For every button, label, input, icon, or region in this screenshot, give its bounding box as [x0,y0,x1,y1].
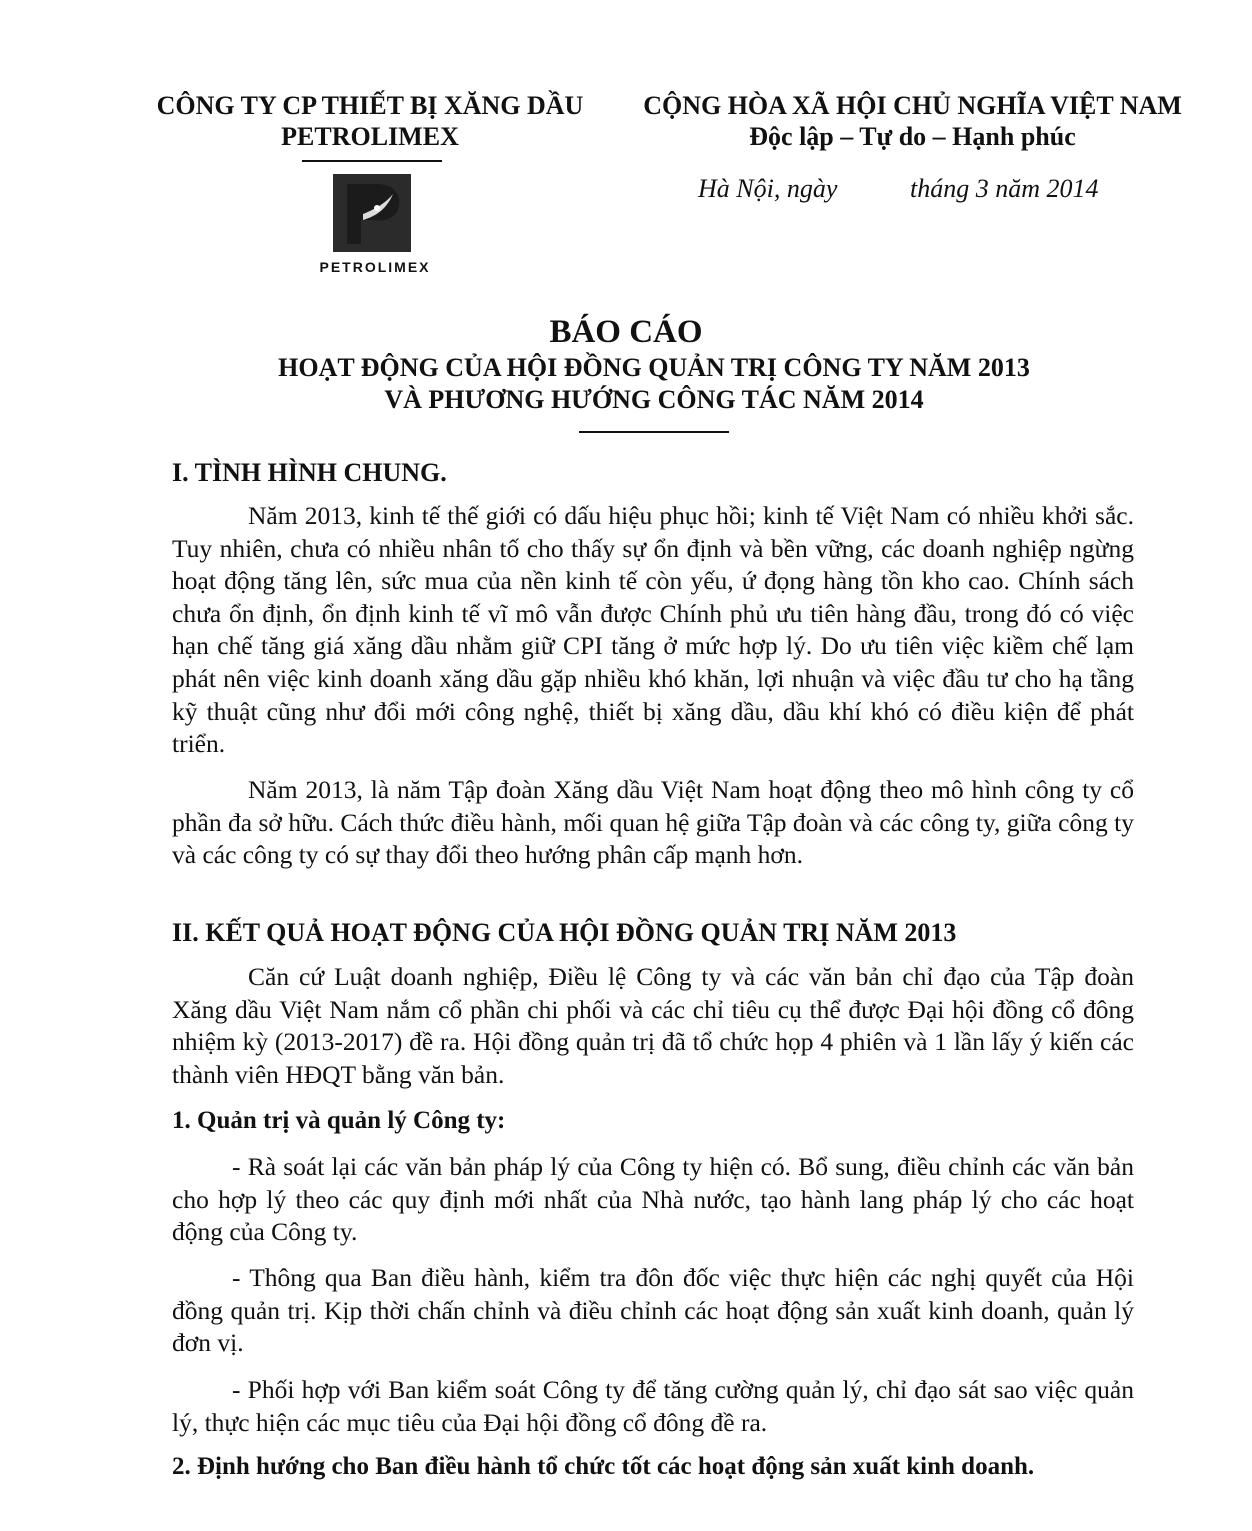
petrolimex-logo [333,174,411,252]
logo-caption: PETROLIMEX [319,259,431,275]
subsection-2-heading: 2. Định hướng cho Ban điều hành tổ chức tốt các hoạt động sản xuất kinh doanh. [172,1453,1035,1480]
date-place: Hà Nội, ngày [698,174,838,203]
section-1-paragraph-2: Năm 2013, là năm Tập đoàn Xăng dầu Việt Nam hoạt động theo mô hình công ty cổ phần đa sở hữu. Cách thức điều hành, mối quan hệ giữa Tập đoàn và các công ty, giữa công ty và các công ty có sự thay đổi theo hướng phân cấp mạnh hơn. [172,775,1134,870]
subsection-1-item-1: - Rà soát lại các văn bản pháp lý của Công ty hiện có. Bổ sung, điều chỉnh các văn bản cho hợp lý theo các quy định mới nhất của Nhà nước, tạo hành lang pháp lý cho các hoạt động của Công ty. [172,1152,1134,1247]
title-divider [579,431,729,433]
section-1-heading: I. TÌNH HÌNH CHUNG. [172,458,447,487]
report-title: BÁO CÁO [549,314,703,350]
report-subtitle-line2: VÀ PHƯƠNG HƯỚNG CÔNG TÁC NĂM 2014 [384,385,924,414]
header-left-divider [302,160,442,162]
subsection-1-item-3: - Phối hợp với Ban kiểm soát Công ty để tăng cường quản lý, chỉ đạo sát sao việc quản lý, thực hiện các mục tiêu của Đại hội đồng cổ đông đề ra. [172,1375,1134,1437]
national-header [640,90,1185,152]
company-name [140,90,600,152]
subsection-1-heading: 1. Quản trị và quản lý Công ty: [172,1107,506,1134]
date-month-year: tháng 3 năm 2014 [910,174,1099,203]
section-2-heading: II. KẾT QUẢ HOẠT ĐỘNG CỦA HỘI ĐỒNG QUẢN TRỊ NĂM 2013 [172,918,957,947]
subsection-1-item-2: - Thông qua Ban điều hành, kiểm tra đôn đốc việc thực hiện các nghị quyết của Hội đồng quản trị. Kịp thời chấn chỉnh và điều chỉnh các hoạt động sản xuất kinh doanh, quản lý đơn vị. [172,1263,1134,1358]
national-motto: Độc lập – Tự do – Hạnh phúc [749,122,1076,151]
section-2-paragraph-1: Căn cứ Luật doanh nghiệp, Điều lệ Công ty và các văn bản chỉ đạo của Tập đoàn Xăng dầu Việt Nam nắm cổ phần chi phối và các chỉ tiêu cụ thể được Đại hội đồng cổ đông nhiệm kỳ (2013-2017) đề ra. Hội đồng quản trị đã tổ chức họp 4 phiên và 1 lần lấy ý kiến các thành viên HĐQT bằng văn bản. [172,962,1134,1089]
company-name-line2: PETROLIMEX [281,122,459,151]
section-1-paragraph-1: Năm 2013, kinh tế thế giới có dấu hiệu phục hồi; kinh tế Việt Nam có nhiều khởi sắc. Tuy nhiên, chưa có nhiều nhân tố cho thấy sự ổn định và bền vững, các doanh nghiệp ngừng hoạt động tăng lên, sức mua của nền kinh tế còn yếu, ứ đọng hàng tồn kho cao. Chính sách chưa ổn định, ổn định kinh tế vĩ mô vẫn được Chính phủ ưu tiên hàng đầu, trong đó có việc hạn chế tăng giá xăng dầu nhằm giữ CPI tăng ở mức hợp lý. Do ưu tiên việc kiềm chế lạm phát nên việc kinh doanh xăng dầu gặp nhiều khó khăn, lợi nhuận và việc đầu tư cho hạ tầng kỹ thuật cũng như đổi mới công nghệ, thiết bị xăng dầu, dầu khí khó có điều kiện để phát triển. [172,501,1134,759]
national-title: CỘNG HÒA XÃ HỘI CHỦ NGHĨA VIỆT NAM [643,91,1182,120]
report-subtitle-line1: HOẠT ĐỘNG CỦA HỘI ĐỒNG QUẢN TRỊ CÔNG TY NĂM 2013 [278,353,1030,382]
company-name-line1: CÔNG TY CP THIẾT BỊ XĂNG DẦU [156,91,584,120]
